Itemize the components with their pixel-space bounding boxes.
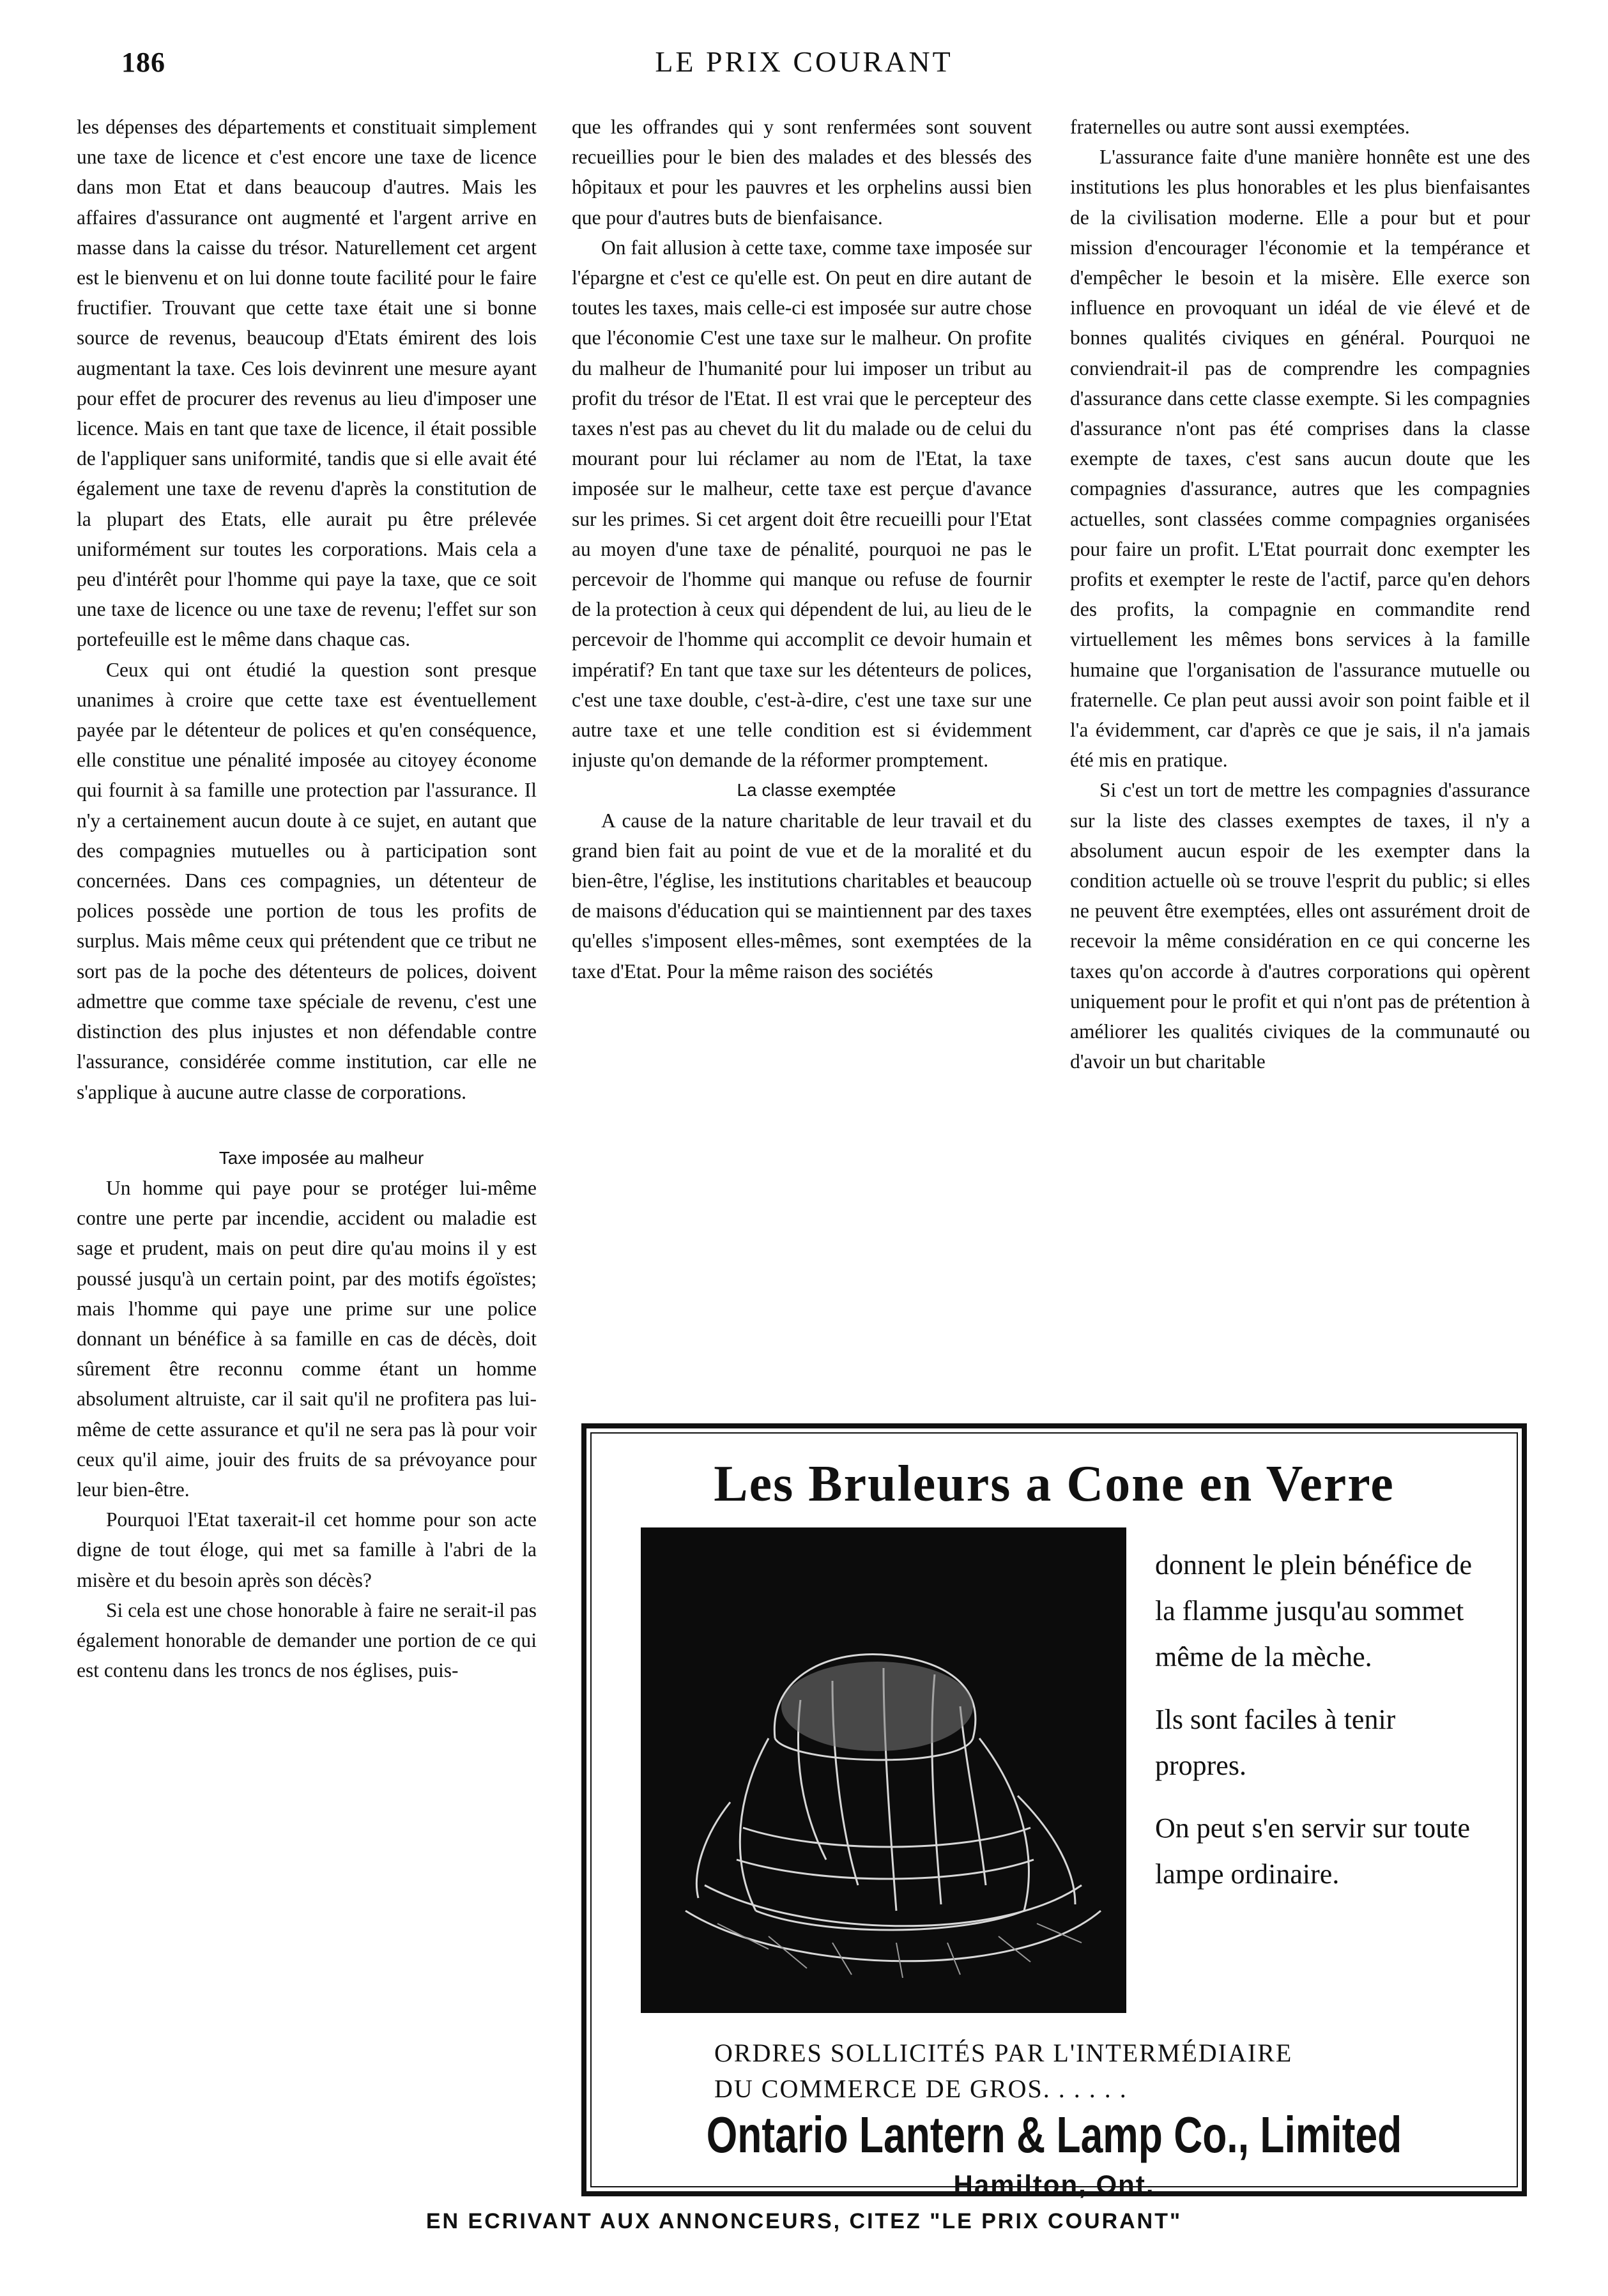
ad-copy-line: donnent le plein bénéfice de la flamme jusqu'au sommet même de la mèche.: [1155, 1549, 1473, 1672]
paragraph: Un homme qui paye pour se protéger lui-même contre une perte par incendie, accident ou maladie est sage et prudent, mais on peut dire qu'au moins il y est poussé jusqu'à un certain point, par des motifs égoïstes; mais l'homme qui paye une prime sur une police donnant un bénéfice à sa famille en cas de décès, doit sûrement être reconnu comme étant un homme absolument altruiste, car il sait qu'il ne profitera pas lui-même de cette assurance et qu'il ne sera pas là pour voir ceux qu'il aime, jouir des fruits de sa prévoyance pour leur bien-être.: [77, 1176, 537, 1501]
ad-company-name: Ontario Lantern & Lamp Co., Limited: [706, 2106, 1402, 2163]
ad-company-city: Hamilton, Ont.: [953, 2170, 1155, 2200]
section-heading-taxe: Taxe imposée au malheur: [218, 1147, 424, 1168]
advertisement: [581, 1423, 1527, 2200]
article-column-2: [572, 112, 1032, 986]
page-number: 186: [121, 47, 165, 78]
ad-orders: [714, 2035, 1292, 2107]
paragraph: que les offrandes qui y sont renfermées sont souvent recueillies pour le bien des malades et des blessés des hôpitaux et pour les pauvres et les orphelins aussi bien que pour d'autres buts de bienfaisance.: [572, 116, 1032, 229]
paragraph: Pourquoi l'Etat taxerait-il cet homme pour son acte digne de tout éloge, qui met sa famille à l'abri de la misère et du besoin après son décès?: [77, 1508, 537, 1591]
paragraph: Si cela est une chose honorable à faire ne serait-il pas également honorable de demander une portion de ce qui est contenu dans les troncs de nos églises, puis-: [77, 1598, 537, 1682]
ad-copy: [1155, 1542, 1487, 1914]
paragraph: Si c'est un tort de mettre les compagnies d'assurance sur la liste des classes exemptes de taxes, il n'y a absolument aucun espoir de les exempter dans la condition actuelle où se trouve l'esprit du public; si elles ne peuvent être exemptées, elles ont assurément droit de recevoir la même considération en ce qui concerne les taxes qu'on accorde à d'autres corporations qui opèrent uniquement pour le profit et qui n'ont pas de prétention à améliorer les qualités civiques de la communauté ou d'avoir un but charitable: [1070, 779, 1530, 1073]
journal-title: LE PRIX COURANT: [655, 45, 953, 78]
ad-copy-line: On peut s'en servir sur toute lampe ordinaire.: [1155, 1812, 1471, 1890]
burner-illustration: [641, 1527, 1126, 2013]
article-column-1: [77, 112, 537, 1685]
ad-orders-line-2: DU COMMERCE DE GROS. . . . . .: [714, 2074, 1128, 2103]
paragraph: L'assurance faite d'une manière honnête est une des institutions les plus honorables et les plus bienfaisantes de la civilisation moderne. Elle a pour but et pour mission d'encourager l'économie et la tempérance et d'empêcher le besoin et la misère. Elle exerce son influence en provoquant un idéal de vie élevé et de bonnes qualités civiques en général. Pourquoi ne conviendrait-il pas de comprendre les compagnies d'assurance dans cette classe exempte. Si les compagnies d'assurance n'ont pas été comprises dans la classe exempte de taxes, c'est sans aucun doute que les compagnies d'assurance, autres que les compagnies actuelles, sont classées comme compagnies organisées pour faire un profit. L'Etat pourrait donc exempter les profits et exempter le reste de l'actif, parce qu'en dehors des profits, la compagnie en commandite rend virtuellement les mêmes bons services à la famille humaine que l'organisation de l'assurance mutuelle ou fraternelle. Ce plan peut aussi avoir son point faible et il l'a évidemment, car d'après ce que je sais, il n'a jamais été mis en pratique.: [1070, 146, 1530, 772]
paragraph: On fait allusion à cette taxe, comme taxe imposée sur l'épargne et c'est ce qu'elle est. On peut en dire autant de toutes les taxes, mais celle-ci est imposée sur autre chose que l'économie C'est une taxe sur le malheur. On profite du malheur de l'humanité pour lui imposer un tribut au profit du trésor de l'Etat. Il est vrai que le percepteur des taxes n'est pas au chevet du lit du malade ou de celui du mourant pour lui réclamer au nom de l'Etat, la taxe imposée sur le malheur, cette taxe est perçue d'avance sur les primes. Si cet argent doit être recueilli pour l'Etat au moyen d'une taxe de pénalité, pourquoi ne pas le percevoir de l'homme qui manque ou refuse de fournir de la protection à ceux qui dépendent de lui, au lieu de le percevoir de l'homme qui accomplit ce devoir humain et impératif? En tant que taxe sur les détenteurs de polices, c'est une taxe double, c'est-à-dire, c'est une taxe sur une autre taxe et une telle condition est si évidemment injuste qu'on demande de la réformer promptement.: [572, 236, 1032, 772]
ad-title: Les Bruleurs a Cone en Verre: [714, 1456, 1395, 1512]
footer-note: EN ECRIVANT AUX ANNONCEURS, CITEZ "LE PRIX COURANT": [425, 2209, 1183, 2233]
ad-orders-line-1: ORDRES SOLLICITÉS PAR L'INTERMÉDIAIRE: [714, 2039, 1293, 2067]
ad-copy-line: Ils sont faciles à tenir propres.: [1155, 1704, 1396, 1781]
section-heading-classe: La classe exemptée: [737, 780, 896, 800]
paragraph: les dépenses des départements et constituait simplement une taxe de licence et c'est encore une taxe de licence dans mon Etat et dans beaucoup d'autres. Mais les affaires d'assurance ont augmenté et l'argent arrive en masse dans la caisse du trésor. Naturellement cet argent est le bienvenu et on lui donne toute facilité pour le faire fructifier. Trouvant que cette taxe était une si bonne source de revenus, beaucoup d'Etats émirent des lois augmentant la taxe. Ces lois devinrent une mesure ayant pour effet de procurer des revenus au lieu d'imposer une licence. Mais en tant que taxe de licence, il était possible de l'appliquer sans uniformité, tandis que si elle avait été également une taxe de revenu d'après la constitution de la plupart des Etats, elle aurait pu être prélevée uniformément sur toutes les corporations. Mais cela a peu d'intérêt pour l'homme qui paye la taxe, que ce soit une taxe de licence ou une taxe de revenu; l'effet sur son portefeuille est le même dans chaque cas.: [77, 116, 537, 651]
paragraph: A cause de la nature charitable de leur travail et du grand bien fait au point de vue et de la moralité et du bien-être, l'église, les institutions charitables et beaucoup de maisons d'éducation qui se maintiennent par des taxes qu'elles s'imposent elles-mêmes, sont exemptées de la taxe d'Etat. Pour la même raison des sociétés: [572, 809, 1032, 983]
paragraph: fraternelles ou autre sont aussi exemptées.: [1070, 116, 1410, 138]
paragraph: Ceux qui ont étudié la question sont presque unanimes à croire que cette taxe est éventuellement payée par le détenteur de polices et qu'en conséquence, elle constitue une pénalité imposée au citoyey économe qui fournit à sa famille une protection par l'assurance. Il n'y a certainement aucun doute à ce sujet, en autant que des compagnies mutuelles ou à participation sont concernées. Dans ces compagnies, un détenteur de polices possède une portion de tous les profits de surplus. Mais même ceux qui prétendent que ce tribut ne sort pas de la poche des détenteurs de polices, doivent admettre que comme taxe spéciale de revenu, c'est une distinction des plus injustes et non défendable contre l'assurance, considérée comme institution, car elle ne s'applique à aucune autre classe de corporations.: [77, 658, 537, 1103]
article-column-3: [1070, 112, 1530, 1077]
burner-drawing: [641, 1527, 1126, 2013]
